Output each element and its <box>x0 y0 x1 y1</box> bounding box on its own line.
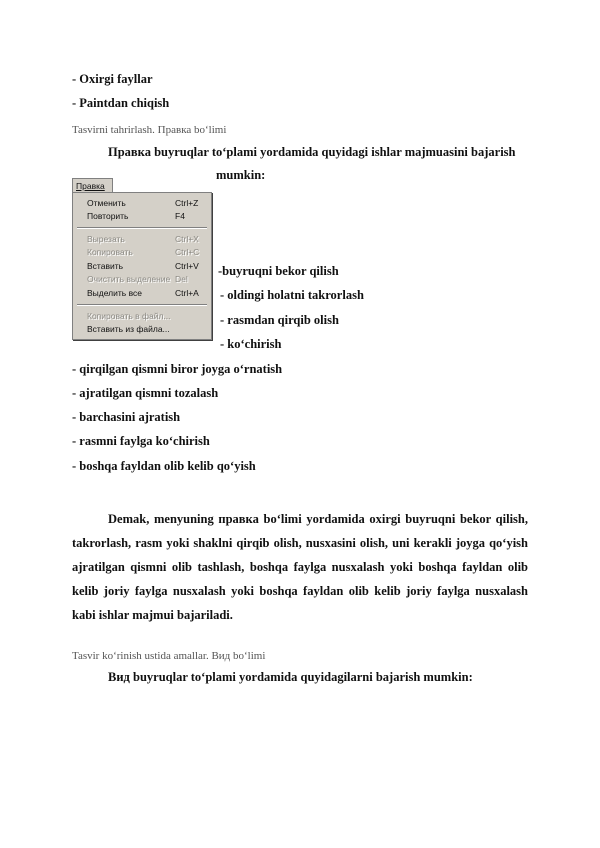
menu-separator <box>77 227 207 229</box>
list-item-copy-desc: - ko‘chirish <box>220 337 282 351</box>
intro-edit-text: Правка buyruqlar to‘plami yordamida quyidagi ishlar majmuasini bajarish <box>108 145 516 159</box>
menu-item-select-all: Выделить все Ctrl+A <box>87 288 199 298</box>
menu-item-paste-from-file: Вставить из файла... <box>87 324 170 334</box>
caption-view-section: Tasvir ko‘rinish ustida amallar. Вид bo‘limi <box>72 650 266 662</box>
menu-item-redo: Повторить F4 <box>87 211 185 221</box>
menu-item-clear-selection: Очистить выделение Del <box>87 274 188 284</box>
intro-edit-text-cont: mumkin: <box>216 168 266 182</box>
list-item-recent-files: - Oxirgi fayllar <box>72 72 153 86</box>
list-item-redo-desc: - oldingi holatni takrorlash <box>220 288 364 302</box>
list-item-select-all-desc: - barchasini ajratish <box>72 410 181 424</box>
menu-item-paste: Вставить Ctrl+V <box>87 261 199 271</box>
caption-edit-section: Tasvirni tahrirlash. Правка bo‘limi <box>72 124 227 136</box>
menu-dropdown <box>72 192 212 340</box>
list-item-clear-desc: - ajratilgan qismni tozalash <box>72 386 219 400</box>
menu-item-undo: Отменить Ctrl+Z <box>87 198 199 208</box>
list-item-exit-paint: - Paintdan chiqish <box>72 96 170 110</box>
menu-item-cut: Вырезать Ctrl+X <box>87 234 199 244</box>
summary-paragraph: Demak, menyuning правка bo‘limi yordamida oxirgi buyruqni bekor qilish, takrorlash, rasm yoki shaklni qirqib olish, nusxasini olish, uni kerakli joyga qo‘yish ajratilgan qismni olib tashlash, boshqa faylga nusxalash yoki boshqa fayldan olib kelib joriy faylga nusxalash yoki boshqa fayldan olib kelib joriy faylga nusxalash kabi ishlar majmui bajariladi. <box>72 512 528 622</box>
list-item-paste-from-file-desc: - boshqa fayldan olib kelib qo‘yish <box>72 459 256 473</box>
list-item-cut-desc: - rasmdan qirqib olish <box>220 313 339 327</box>
list-item-undo-desc: -buyruqni bekor qilish <box>218 264 339 278</box>
menu-separator <box>77 304 207 306</box>
menu-item-copy-to-file: Копировать в файл... <box>87 311 171 321</box>
edit-menu-screenshot <box>72 178 212 340</box>
menu-title: Правка <box>72 178 113 193</box>
list-item-copy-to-file-desc: - rasmni faylga ko‘chirish <box>72 434 210 448</box>
intro-view-text: Вид buyruqlar to‘plami yordamida quyidagilarni bajarish mumkin: <box>108 670 473 684</box>
list-item-paste-desc: - qirqilgan qismni biror joyga o‘rnatish <box>72 362 283 376</box>
menu-item-copy: Копировать Ctrl+C <box>87 247 200 257</box>
